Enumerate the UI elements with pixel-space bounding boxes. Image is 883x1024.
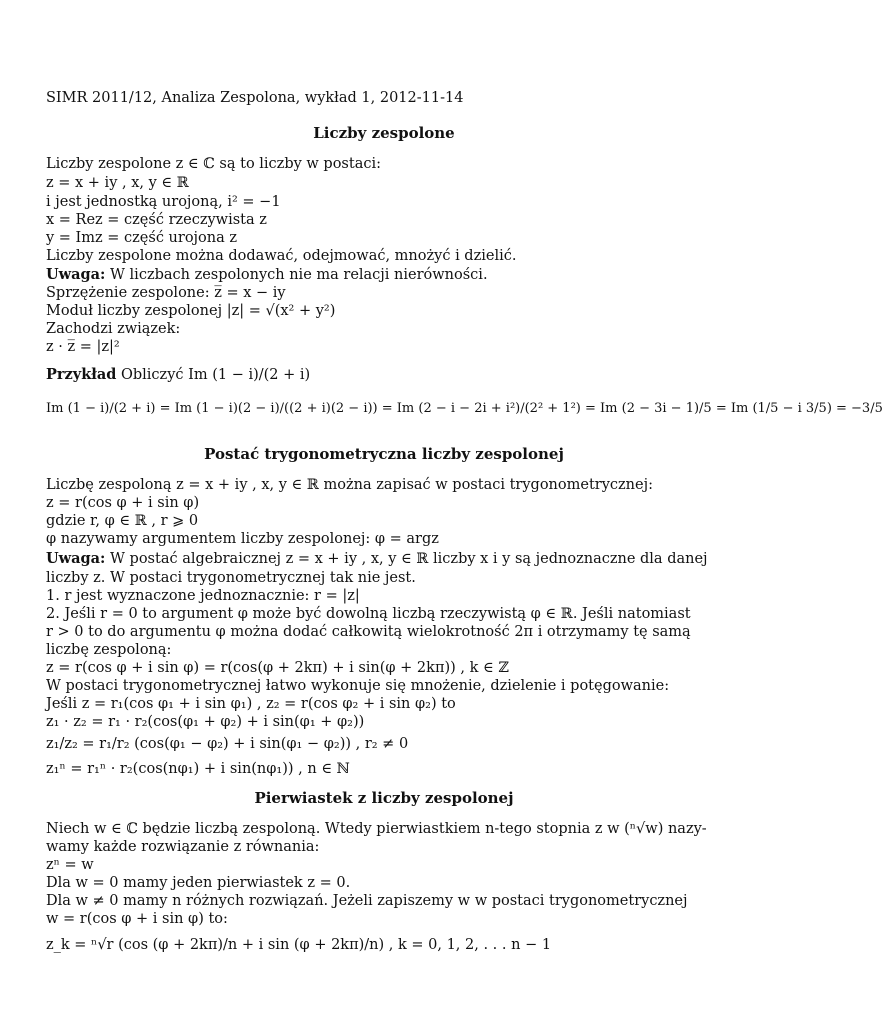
- text-line: Jeśli z = r₁(cos φ₁ + i sin φ₁) , z₂ = r(cos φ₂ + i sin φ₂) to: [46, 696, 456, 712]
- remark-line: [46, 550, 706, 568]
- text-line: w = r(cos φ + i sin φ) to:: [46, 911, 228, 927]
- section-title-pierwiastek: Pierwiastek z liczby zespolonej: [254, 789, 514, 807]
- text-line: W postaci trygonometrycznej łatwo wykonuje się mnożenie, dzielenie i potęgowanie:: [46, 678, 670, 694]
- text-line: φ nazywamy argumentem liczby zespolonej: φ = argz: [46, 531, 439, 547]
- text-line: Sprzężenie zespolone: z̅ = x − iy: [46, 285, 286, 301]
- text-line: Dla w ≠ 0 mamy n różnych rozwiązań. Jeżeli zapiszemy w w postaci trygonometrycznej: [46, 893, 688, 909]
- remark-line: [46, 266, 706, 284]
- text-line: zⁿ = w: [46, 857, 94, 873]
- text-line: Niech w ∈ ℂ będzie liczbą zespoloną. Wtedy pierwiastkiem n-tego stopnia z w (ⁿ√w) nazy-: [46, 821, 707, 837]
- text-line: z₁ⁿ = r₁ⁿ · r₂(cos(nφ₁) + i sin(nφ₁)) , n ∈ ℕ: [46, 761, 350, 777]
- text-line: 1. r jest wyznaczone jednoznacznie: r = |z|: [46, 588, 360, 604]
- section-title-postac-trygonometryczna: Postać trygonometryczna liczby zespolonej: [204, 445, 564, 463]
- uwaga-label: Uwaga:: [46, 266, 106, 283]
- text-line: z₁/z₂ = r₁/r₂ (cos(φ₁ − φ₂) + i sin(φ₁ − φ₂)) , r₂ ≠ 0: [46, 736, 409, 752]
- text-line: z = r(cos φ + i sin φ) = r(cos(φ + 2kπ) + i sin(φ + 2kπ)) , k ∈ ℤ: [46, 660, 509, 676]
- document-header: SIMR 2011/12, Analiza Zespolona, wykład 1, 2012-11-14: [46, 90, 464, 106]
- text-line: Liczby zespolone można dodawać, odejmować, mnożyć i dzielić.: [46, 248, 517, 264]
- remark-text: W postać algebraicznej z = x + iy , x, y ∈ ℝ liczby x i y są jednoznaczne dla danej: [110, 551, 708, 567]
- text-line: i jest jednostką urojoną, i² = −1: [46, 194, 281, 210]
- section-title-liczby-zespolone: Liczby zespolone: [313, 124, 455, 142]
- text-line: y = Imz = część urojona z: [46, 230, 238, 246]
- text-line: z_k = ⁿ√r (cos (φ + 2kπ)/n + i sin (φ + 2kπ)/n) , k = 0, 1, 2, . . . n − 1: [46, 937, 552, 953]
- text-line: wamy każde rozwiązanie z równania:: [46, 839, 320, 855]
- text-line: 2. Jeśli r = 0 to argument φ może być dowolną liczbą rzeczywistą φ ∈ ℝ. Jeśli natomiast: [46, 606, 691, 622]
- text-line: liczby z. W postaci trygonometrycznej tak nie jest.: [46, 570, 416, 586]
- example-text: Obliczyć Im (1 − i)/(2 + i): [120, 367, 311, 383]
- przyklad-label: Przykład: [46, 366, 117, 383]
- text-line: z = x + iy , x, y ∈ ℝ: [46, 175, 189, 191]
- text-line: z · z̅ = |z|²: [46, 339, 120, 355]
- text-line: Liczbę zespoloną z = x + iy , x, y ∈ ℝ można zapisać w postaci trygonometrycznej:: [46, 477, 653, 493]
- text-line: Liczby zespolone z ∈ ℂ są to liczby w postaci:: [46, 156, 381, 172]
- text-line: z₁ · z₂ = r₁ · r₂(cos(φ₁ + φ₂) + i sin(φ₁ + φ₂)): [46, 714, 365, 730]
- text-line: Moduł liczby zespolonej |z| = √(x² + y²): [46, 303, 336, 319]
- text-line: Dla w = 0 mamy jeden pierwiastek z = 0.: [46, 875, 351, 891]
- text-line: gdzie r, φ ∈ ℝ , r ⩾ 0: [46, 513, 199, 529]
- example-calculation: Im (1 − i)/(2 + i) = Im (1 − i)(2 − i)/((2 + i)(2 − i)) = Im (2 − i − 2i + i²)/(2² + 1²) = Im (2 − 3i − 1)/5 = Im (1/5 − i 3/5) = −3/5: [46, 401, 883, 416]
- text-line: Zachodzi związek:: [46, 321, 181, 337]
- example-line: [46, 366, 706, 384]
- text-line: liczbę zespoloną:: [46, 642, 172, 658]
- text-line: z = r(cos φ + i sin φ): [46, 495, 200, 511]
- text-line: x = Rez = część rzeczywista z: [46, 212, 267, 228]
- text-line: r > 0 to do argumentu φ można dodać całkowitą wielokrotność 2π i otrzymamy tę samą: [46, 624, 691, 640]
- uwaga-label: Uwaga:: [46, 550, 106, 567]
- remark-text: W liczbach zespolonych nie ma relacji nierówności.: [110, 267, 488, 283]
